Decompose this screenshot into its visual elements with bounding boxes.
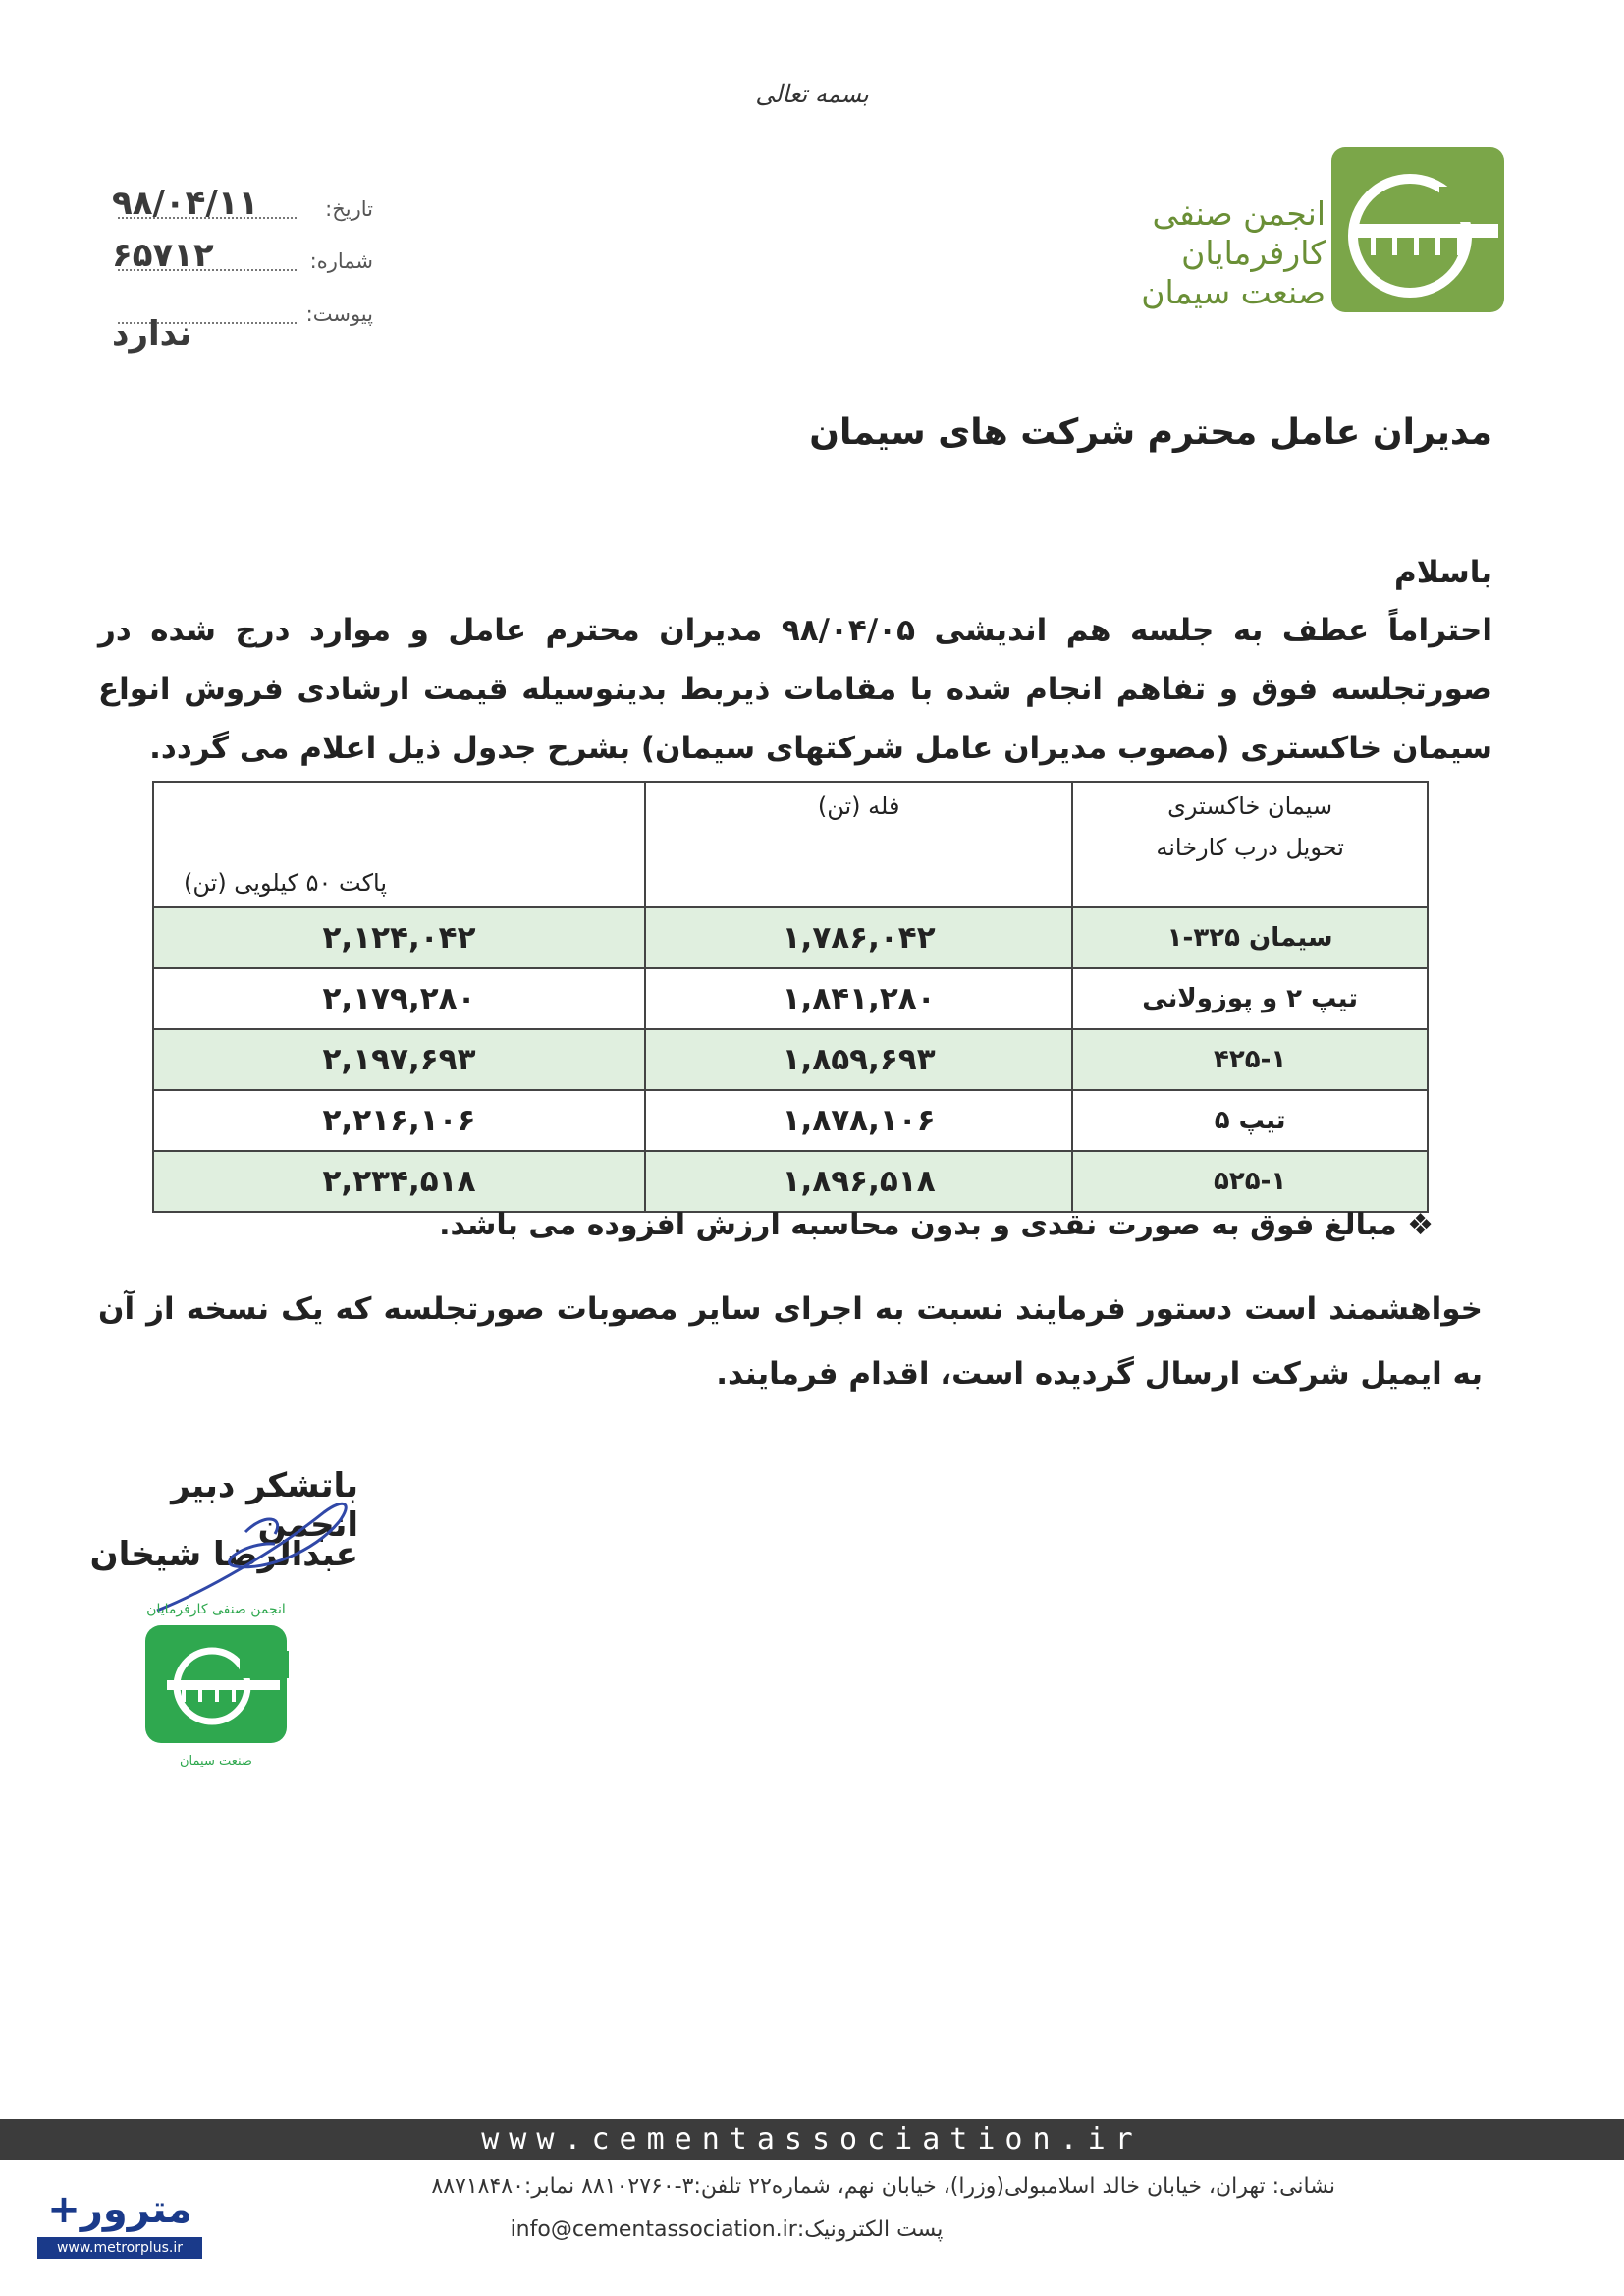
number-field <box>98 234 373 279</box>
watermark-url: www.metrorplus.ir <box>37 2237 202 2259</box>
cell-pack: ۲,۲۱۶,۱۰۶ <box>153 1090 645 1151</box>
watermark-brand: مترور+ <box>47 2187 192 2232</box>
table-row <box>153 907 1428 968</box>
footer-email: پست الکترونیک:info@cementassociation.ir <box>510 2217 944 2242</box>
cell-type: سیمان ۳۲۵-۱ <box>1072 907 1428 968</box>
request-paragraph: خواهشمند است دستور فرمایند نسبت به اجرای سایر مصوبات صورتجلسه که یک نسخه از آن به ایمیل شرکت ارسال گردیده است، اقدام فرمایند. <box>98 1291 1483 1392</box>
header-cement-type <box>1072 782 1428 907</box>
number-label: شماره: <box>309 249 373 273</box>
header-type-line-2: تحویل درب کارخانه <box>1156 834 1344 861</box>
table-row <box>153 1090 1428 1151</box>
logo-line-3: صنعت سیمان <box>1141 273 1326 311</box>
cell-pack: ۲,۲۳۴,۵۱۸ <box>153 1151 645 1212</box>
header-type-line-1: سیمان خاکستری <box>1167 793 1333 820</box>
table-row <box>153 1151 1428 1212</box>
cell-type: تیپ ۵ <box>1072 1090 1428 1151</box>
cell-bulk: ۱,۸۵۹,۶۹۳ <box>645 1029 1072 1090</box>
body-paragraph: احتراماً عطف به جلسه هم اندیشی ۹۸/۰۴/۰۵ مدیران محترم عامل و موارد درج شده در صورتجلسه فوق و تفاهم انجام شده با مقامات ذیربط بدینوسیله قیمت ارشادی فروش انواع سیمان خاکستری (مصوب مدیران عامل شرکتهای سیمان) بشرح جدول ذیل اعلام می گردد. <box>98 613 1492 766</box>
closing-text: باتشکر <box>246 1466 358 1505</box>
cell-type: تیپ ۲ و پوزولانی <box>1072 968 1428 1029</box>
cell-type: ۴۲۵-۱ <box>1072 1029 1428 1090</box>
signer-name: عبدالرضا شیخان <box>89 1535 358 1574</box>
watermark-logo <box>37 2182 202 2239</box>
attachment-field <box>98 287 373 354</box>
logo-line-2: کارفرمایان <box>1181 234 1326 272</box>
svg-text:انجمن صنفی کارفرمایان: انجمن صنفی کارفرمایان <box>146 1602 286 1617</box>
greeting-text: باسلام <box>1393 555 1492 590</box>
cement-logo-icon <box>1331 147 1504 312</box>
table-row <box>153 1029 1428 1090</box>
recipient-heading: مدیران عامل محترم شرکت های سیمان <box>809 412 1492 453</box>
logo-wordmark <box>1070 194 1326 312</box>
association-logo <box>1331 147 1504 312</box>
cell-bulk: ۱,۷۸۶,۰۴۲ <box>645 907 1072 968</box>
number-value: ۶۵۷۱۲ <box>112 236 214 275</box>
date-label: تاریخ: <box>325 197 373 221</box>
footer-address: نشانی: تهران، خیابان خالد اسلامبولی(وزرا)، خیابان نهم، شماره۲۲ تلفن:۳-۸۸۱۰۲۷۶۰ نمابر:۸۸۷۱۸۴۸۰ <box>431 2174 1335 2199</box>
date-value: ۹۸/۰۴/۱۱ <box>112 184 259 223</box>
signer-title: دبیر انجمن <box>171 1466 358 1545</box>
header-pack: پاکت ۵۰ کیلویی (تن) <box>153 782 645 907</box>
cell-pack: ۲,۱۹۷,۶۹۳ <box>153 1029 645 1090</box>
price-table <box>152 781 1429 1213</box>
invocation-text: بسمه تعالی <box>755 81 869 108</box>
association-stamp <box>137 1596 295 1777</box>
cell-bulk: ۱,۸۴۱,۲۸۰ <box>645 968 1072 1029</box>
attachment-value: ندارد <box>112 314 192 354</box>
date-field <box>98 182 373 227</box>
table-row <box>153 968 1428 1029</box>
logo-line-1: انجمن صنفی <box>1152 194 1326 233</box>
cell-pack: ۲,۱۲۴,۰۴۲ <box>153 907 645 968</box>
footer-website: www.cementassociation.ir <box>481 2122 1143 2157</box>
cell-bulk: ۱,۸۷۸,۱۰۶ <box>645 1090 1072 1151</box>
svg-text:صنعت سیمان: صنعت سیمان <box>180 1754 252 1769</box>
header-bulk: فله (تن) <box>645 782 1072 907</box>
table-header-row <box>153 782 1428 907</box>
cell-type: ۵۲۵-۱ <box>1072 1151 1428 1212</box>
cell-pack: ۲,۱۷۹,۲۸۰ <box>153 968 645 1029</box>
attachment-label: پیوست: <box>305 302 373 326</box>
cell-bulk: ۱,۸۹۶,۵۱۸ <box>645 1151 1072 1212</box>
price-note: ❖ مبالغ فوق به صورت نقدی و بدون محاسبه ارزش افزوده می باشد. <box>439 1208 1434 1242</box>
